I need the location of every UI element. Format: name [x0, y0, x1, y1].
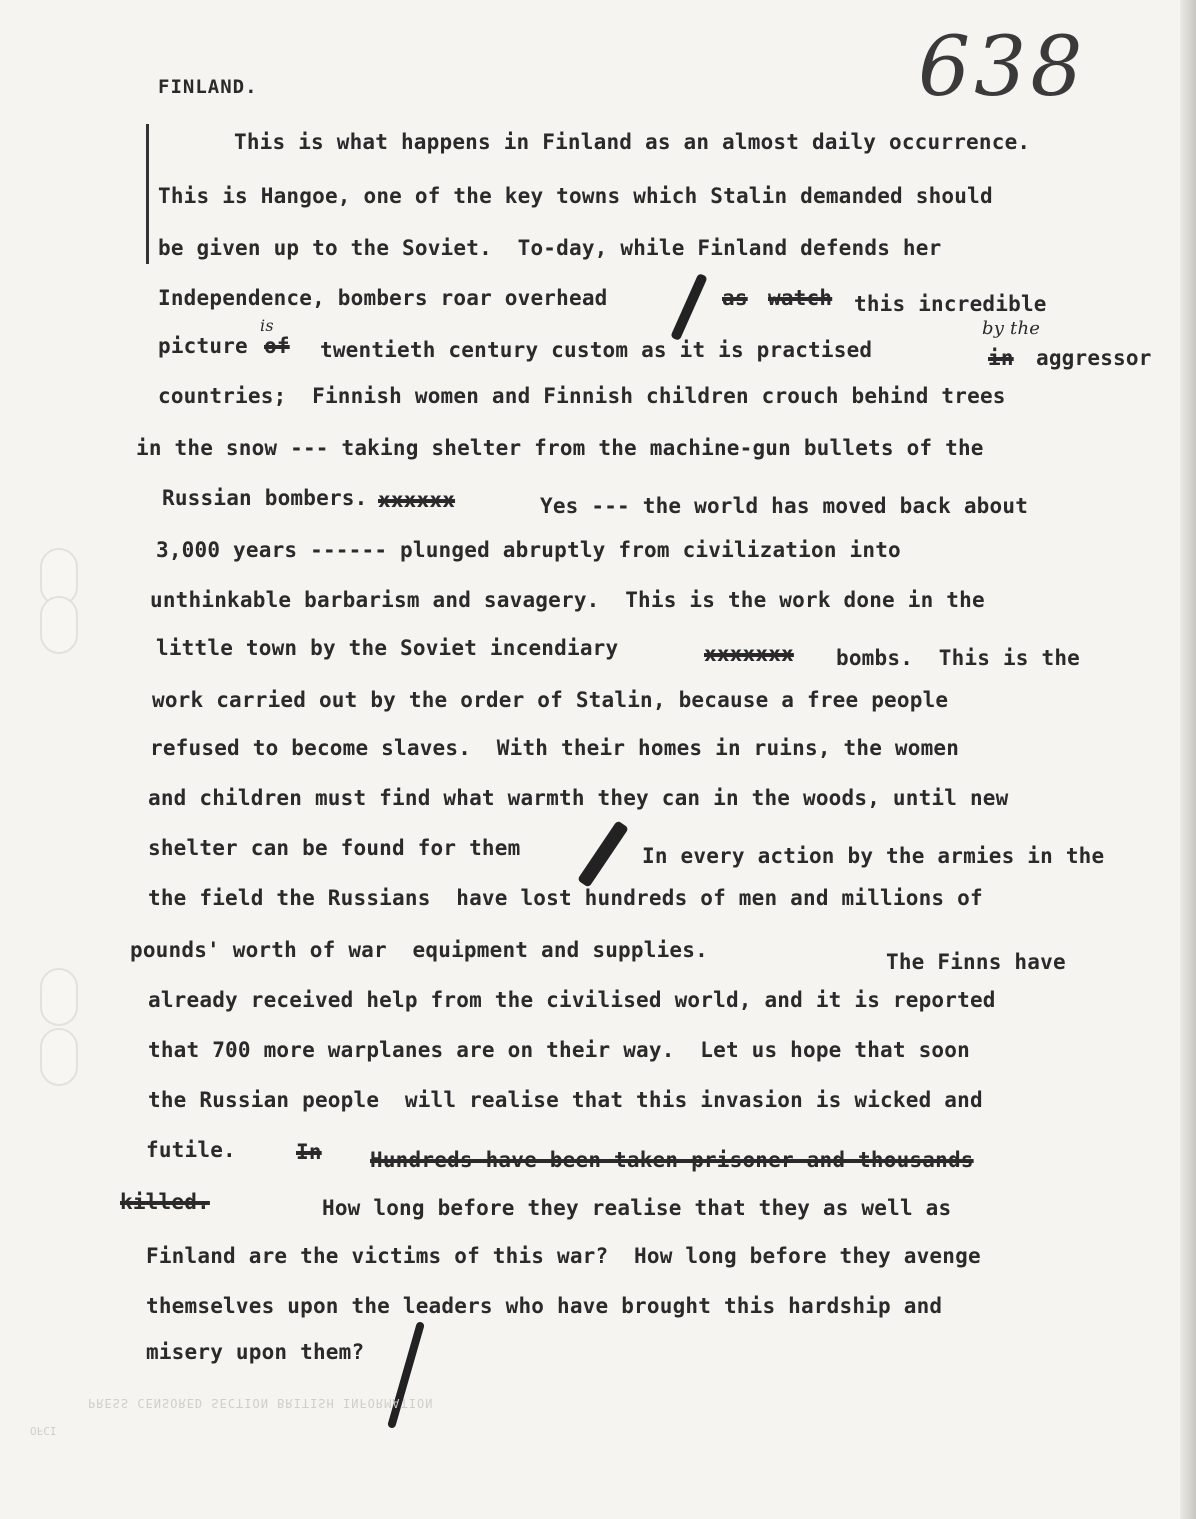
text-line: How long before they realise that they as well as	[322, 1196, 952, 1220]
text-line: This is what happens in Finland as an almost daily occurrence.	[234, 130, 1031, 154]
text-line: unthinkable barbarism and savagery. This is the work done in the	[150, 588, 985, 612]
struck-word: watch	[768, 286, 833, 310]
text-line: Yes --- the world has moved back about	[540, 494, 1029, 518]
text-line: picture	[158, 334, 248, 358]
text-line: The Finns have	[886, 950, 1066, 974]
text-line: Finland are the victims of this war? How long before they avenge	[146, 1244, 981, 1268]
text-line: futile.	[146, 1138, 236, 1162]
text-line: little town by the Soviet incendiary	[156, 636, 619, 660]
faded-stamp-mark: OFCI	[30, 1424, 57, 1437]
struck-word: as	[722, 286, 748, 310]
text-line: be given up to the Soviet. To-day, while Finland defends her	[158, 236, 942, 260]
handwritten-insert: by the	[982, 318, 1041, 339]
text-line: work carried out by the order of Stalin, because a free people	[152, 688, 949, 712]
text-line: misery upon them?	[146, 1340, 365, 1364]
struck-word: of	[264, 334, 290, 358]
struck-word: in	[988, 346, 1014, 370]
text-line: the field the Russians have lost hundreds of men and millions of	[148, 886, 983, 910]
struck-word: In	[296, 1140, 322, 1164]
text-line: and children must find what warmth they can in the woods, until new	[148, 786, 1009, 810]
text-line: in the snow --- taking shelter from the machine-gun bullets of the	[136, 436, 984, 460]
text-line: aggressor	[1036, 346, 1152, 370]
text-line: Russian bombers.	[162, 486, 368, 510]
struck-sentence: Hundreds have been taken prisoner and thousands	[370, 1148, 974, 1172]
text-line: In every action by the armies in the	[642, 844, 1105, 868]
pen-slash-mark	[387, 1321, 425, 1429]
text-line: This is Hangoe, one of the key towns which Stalin demanded should	[158, 184, 993, 208]
text-line: the Russian people will realise that this invasion is wicked and	[148, 1088, 983, 1112]
pen-slash-mark	[577, 820, 629, 888]
document-heading: FINLAND.	[158, 76, 258, 98]
faded-censor-stamp: PRESS CENSORED SECTION BRITISH INFORMATION	[88, 1396, 434, 1410]
text-line: pounds' worth of war equipment and supplies.	[130, 938, 708, 962]
page-edge-shadow	[1180, 0, 1196, 1519]
text-line: 3,000 years ------ plunged abruptly from civilization into	[156, 538, 901, 562]
text-line: refused to become slaves. With their homes in ruins, the women	[150, 736, 960, 760]
margin-paragraph-mark	[146, 124, 149, 264]
text-line: countries; Finnish women and Finnish children crouch behind trees	[158, 384, 1006, 408]
punch-hole	[40, 596, 78, 654]
punch-hole	[40, 1028, 78, 1086]
text-line: twentieth century custom as it is practised	[320, 338, 873, 362]
text-line: this incredible	[854, 292, 1047, 316]
punch-hole	[40, 968, 78, 1026]
struck-word: xxxxxx	[378, 488, 456, 512]
text-line: bombs. This is the	[836, 646, 1081, 670]
handwritten-insert: is	[260, 316, 274, 335]
struck-word: killed.	[120, 1190, 210, 1214]
text-line: Independence, bombers roar overhead	[158, 286, 608, 310]
text-line: that 700 more warplanes are on their way. Let us hope that soon	[148, 1038, 970, 1062]
text-line: themselves upon the leaders who have brought this hardship and	[146, 1294, 943, 1318]
pen-slash-mark	[670, 273, 708, 341]
text-line: already received help from the civilised world, and it is reported	[148, 988, 996, 1012]
text-line: shelter can be found for them	[148, 836, 521, 860]
handwritten-page-number: 638	[918, 20, 1087, 115]
struck-word: xxxxxxx	[704, 642, 794, 666]
